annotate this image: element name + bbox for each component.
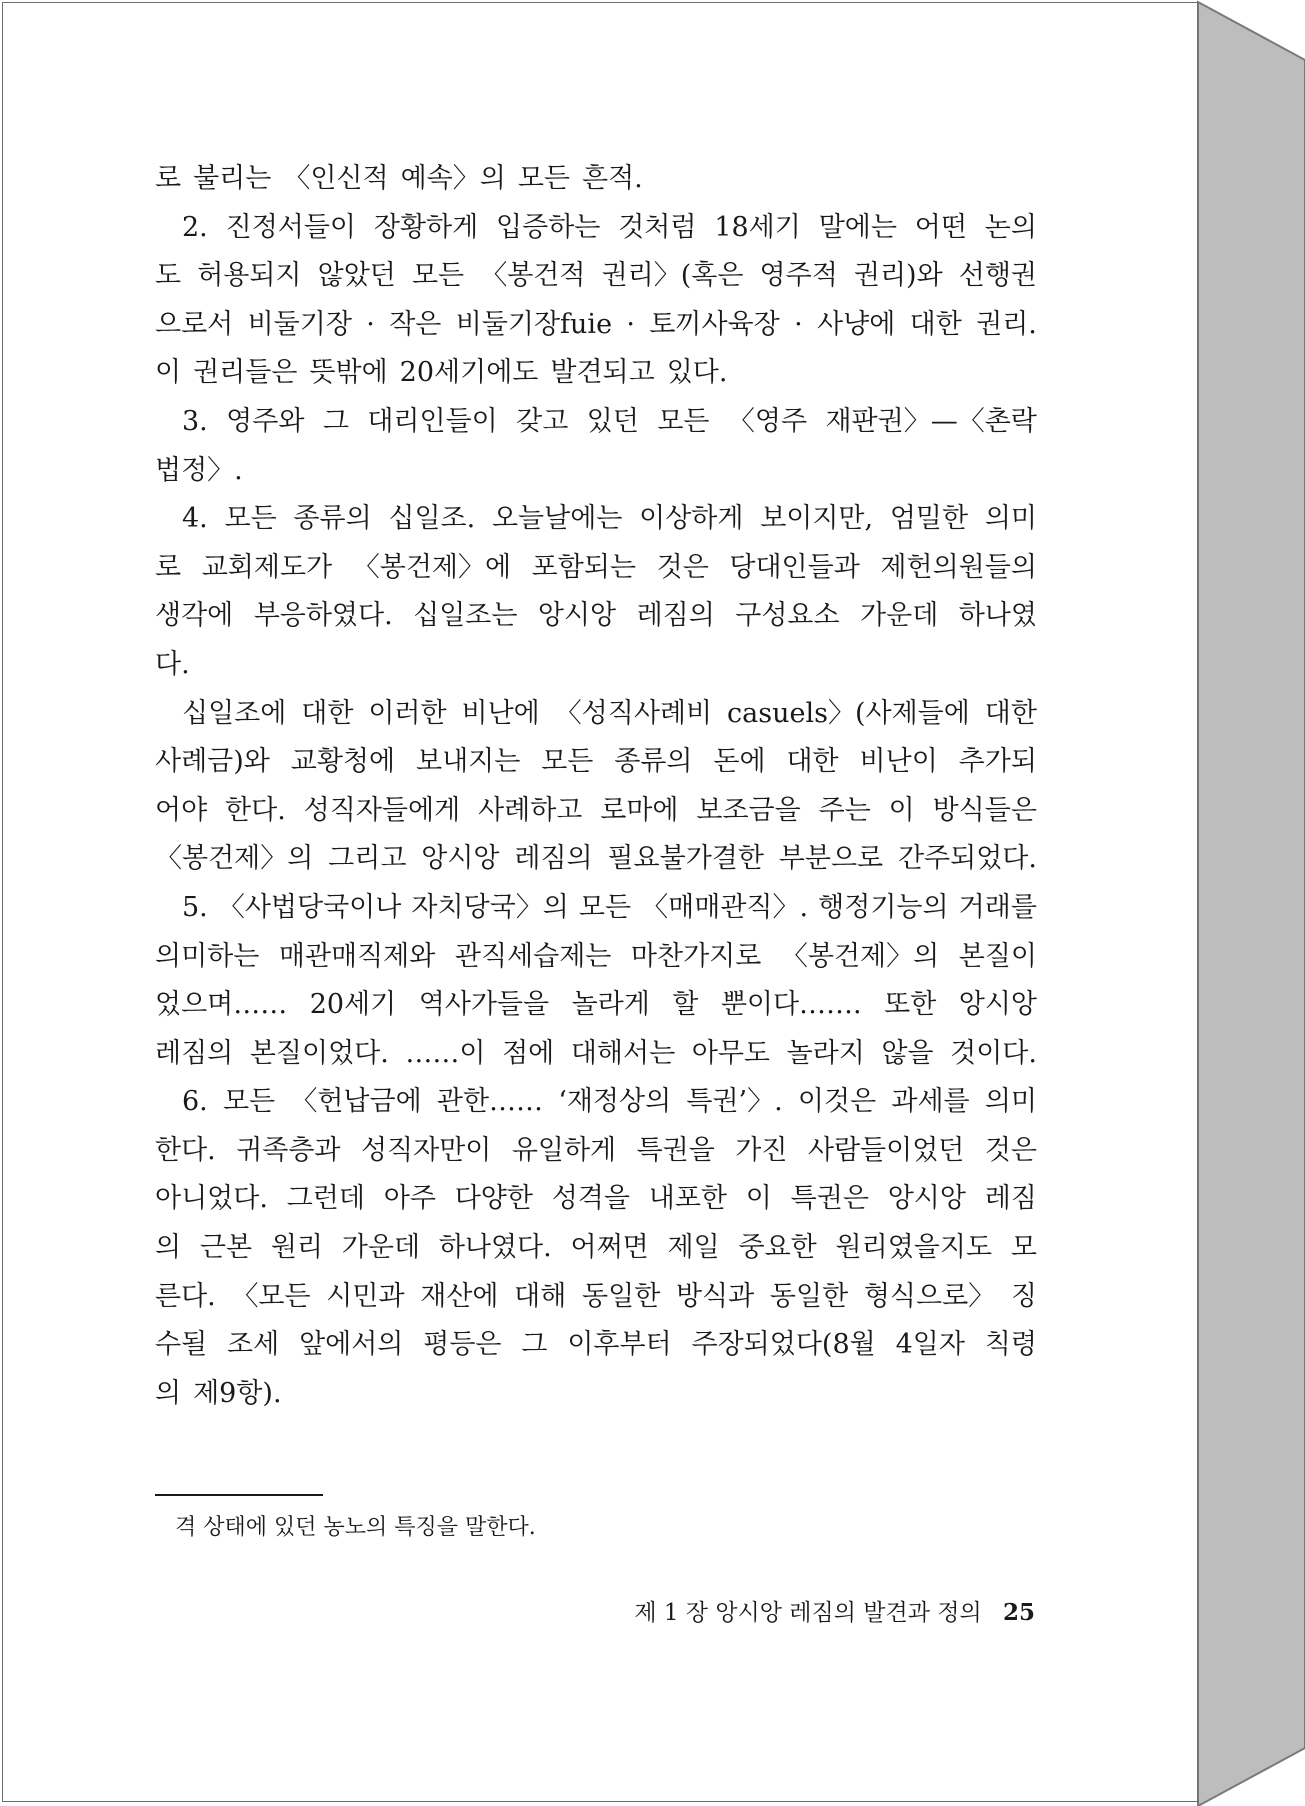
word: 모든 [578, 891, 632, 923]
word: 비둘기장 [247, 308, 352, 340]
word: 특권을 [636, 1134, 715, 1166]
word: 것처럼 [618, 211, 697, 243]
word: 징 [1010, 1280, 1037, 1312]
word: 종류의 [293, 503, 372, 535]
word: 거래를 [958, 891, 1037, 923]
word: 의미 [984, 503, 1037, 535]
word: 권리)와 [853, 260, 943, 292]
word: 놀라지 [786, 1037, 865, 1069]
word: 〈인신적 [283, 163, 389, 194]
text-line [155, 981, 1037, 1030]
text-line [155, 544, 1037, 593]
word: 성직자들에게 [303, 794, 461, 826]
word: 엄밀한 [889, 503, 969, 535]
text-line [155, 349, 1037, 398]
word: 영주와 [226, 405, 305, 437]
text-line [155, 301, 1037, 350]
word: 아주 [383, 1183, 436, 1215]
text-line [155, 1030, 1037, 1079]
word: 당대인들과 [729, 551, 860, 583]
word: 수될 [155, 1329, 208, 1361]
word: 제9항). [193, 1377, 282, 1409]
word: 제일 [667, 1232, 720, 1264]
word: 4. [182, 503, 208, 535]
word: 형식으로〉 [863, 1280, 996, 1312]
text-line [155, 252, 1037, 301]
word: 〈봉건제〉의 [155, 843, 314, 875]
word: 사냥에 [817, 308, 896, 340]
word: 비난에 [461, 697, 540, 729]
text-line [155, 933, 1037, 982]
word: 역사가들을 [418, 989, 550, 1021]
word: 다. [155, 648, 190, 680]
word: 대한 [301, 697, 354, 729]
word: 모든 [411, 260, 465, 292]
word: 원리 [270, 1232, 323, 1264]
word: 칙령 [984, 1329, 1037, 1361]
word: 것이다. [950, 1037, 1037, 1069]
word: ‘재정상의 [558, 1086, 672, 1118]
word: 방식들은 [932, 794, 1037, 826]
word: 뿐이다……. [720, 989, 862, 1021]
word: 그 [521, 1329, 548, 1361]
word: 〈영주 [727, 405, 808, 437]
word: 갖고 [516, 405, 569, 437]
word: 18세기 [714, 211, 801, 243]
word: 〈모든 [231, 1280, 311, 1312]
word: 부분으로 [778, 843, 884, 875]
word: 대리인들이 [367, 405, 498, 437]
word: 있던 [586, 405, 639, 437]
word: 관한…… [436, 1086, 544, 1118]
word: 자치당국〉의 [411, 891, 569, 923]
text-line [155, 1175, 1037, 1224]
word: 종류의 [614, 746, 693, 778]
word: 〈성직사례비 [554, 697, 713, 729]
word: 이 [155, 357, 182, 389]
word: 본질이 [958, 940, 1037, 972]
word: 입증하는 [496, 211, 601, 243]
word: 가진 [735, 1134, 788, 1166]
word: 않았던 [317, 260, 396, 292]
word: 중요한 [738, 1232, 817, 1264]
word: 아니었다. [155, 1183, 268, 1215]
word: · [366, 308, 375, 340]
text-line [155, 1321, 1037, 1370]
text-line [155, 592, 1037, 641]
word: 그런데 [286, 1183, 365, 1215]
word: 것은 [984, 1134, 1037, 1166]
word: 른다. [155, 1280, 216, 1312]
word: 로 [155, 551, 182, 583]
word: 마찬가지로 [630, 940, 762, 972]
word: 다양한 [454, 1183, 533, 1215]
word: 관직세습제는 [454, 940, 612, 972]
word: 과세를 [891, 1086, 970, 1118]
word: 앙시앙 [887, 1183, 966, 1215]
word: 영주적 [759, 260, 838, 292]
word: 십일조는 [413, 600, 518, 632]
word: 교황청에 [290, 746, 396, 778]
footnote-rule [155, 1494, 323, 1496]
word: 교회제도가 [201, 551, 333, 583]
word: 포함되는 [531, 551, 636, 583]
word: 허용되지 [197, 260, 302, 292]
word: 법정〉. [155, 454, 243, 486]
word: 모든 [541, 746, 594, 778]
word: 대한 [786, 746, 839, 778]
word: 사례금)와 [155, 746, 270, 778]
text-line [155, 1370, 1037, 1419]
word: 보내지는 [415, 746, 521, 778]
word: 의미하는 [155, 940, 260, 972]
word: 의 [155, 1232, 182, 1264]
text-line [155, 884, 1037, 933]
word: 조세 [227, 1329, 280, 1361]
word: 평등은 [423, 1329, 502, 1361]
word: 앙시앙 [421, 843, 500, 875]
word: ……이 [405, 1037, 486, 1069]
word: 주는 [818, 794, 871, 826]
word: 었으며…… [155, 989, 288, 1021]
word: casuels〉(사제들에 [727, 697, 970, 729]
word: 내포한 [648, 1183, 727, 1215]
word: 〈매매관직〉. [641, 891, 809, 923]
word: 사람들이었던 [807, 1134, 965, 1166]
word: 모 [1010, 1232, 1037, 1264]
word: 할 [672, 989, 699, 1021]
word: 행정기능의 [818, 891, 949, 923]
word: 〈사법당국이나 [217, 891, 402, 923]
word: 작은 [389, 308, 442, 340]
word: 특권’〉. [686, 1086, 783, 1118]
running-head: 제 1 장 앙시앙 레짐의 발견과 정의 [634, 1600, 982, 1626]
word: 그리고 [328, 843, 407, 875]
text-line [155, 738, 1037, 787]
word: 6. [182, 1086, 208, 1118]
word: 사례하고 [478, 794, 583, 826]
word: 레짐의 [514, 843, 593, 875]
word: 이것은 [797, 1086, 877, 1118]
word: 20세기 [309, 989, 397, 1021]
word: 십일조. [388, 503, 476, 535]
word: 주장되었다(8월 [691, 1329, 876, 1361]
text-line [155, 787, 1037, 836]
word: 근본 [199, 1232, 253, 1264]
word: 도 [155, 260, 182, 292]
word: 어야 [155, 794, 208, 826]
word: 5. [182, 891, 208, 923]
word: 의미 [984, 1086, 1037, 1118]
word: · [794, 308, 803, 340]
word: 대한 [984, 697, 1037, 729]
word: 모든 [517, 163, 571, 194]
word: 하나였다. [438, 1232, 552, 1264]
word: 어떤 [914, 211, 967, 243]
word: 앞에서의 [299, 1329, 404, 1361]
word: 구성요소 [735, 600, 840, 632]
word: 또한 [884, 989, 937, 1021]
word: 20세기에도 [399, 357, 539, 389]
word: 어쩌면 [570, 1232, 649, 1264]
word: 대한 [909, 308, 962, 340]
word: 이 [745, 1183, 772, 1215]
text-line [155, 447, 1037, 496]
word: 비난이 [859, 746, 938, 778]
word: 가운데 [341, 1232, 421, 1264]
word: 대해서는 [570, 1037, 676, 1069]
word: 앙시앙 [958, 989, 1037, 1021]
word: 가운데 [860, 600, 939, 632]
word: 성격을 [551, 1183, 630, 1215]
word: 이후부터 [567, 1329, 672, 1361]
page-number: 25 [1002, 1599, 1035, 1626]
word: 말에는 [818, 211, 897, 243]
word: 뜻밖에 [309, 357, 388, 389]
word: 권리. [976, 308, 1037, 340]
word: 의 [155, 1377, 182, 1409]
text-line [155, 690, 1037, 739]
word: 이러한 [368, 697, 447, 729]
word: 추가되 [958, 746, 1037, 778]
word: 특권은 [790, 1183, 869, 1215]
word: 재판권〉—〈촌락 [825, 405, 1037, 437]
word: 발견되고 [550, 357, 655, 389]
word: 로 [155, 163, 182, 194]
word: 아무도 [691, 1037, 770, 1069]
word: 모든 [657, 405, 710, 437]
word: 〈헌납금에 [290, 1086, 422, 1118]
word: 레짐 [984, 1183, 1037, 1215]
word: 으로서 [155, 308, 234, 340]
word: 선행권 [958, 260, 1037, 292]
word: · [626, 308, 635, 340]
word: 성직자만이 [360, 1134, 492, 1166]
text-line [155, 641, 1037, 690]
word: 본질이었다. [249, 1037, 389, 1069]
word: 흔적. [582, 163, 643, 194]
word: 동일한 [582, 1280, 661, 1312]
word: 이상하게 [639, 503, 744, 535]
word: 생각에 [155, 600, 234, 632]
text-line [155, 835, 1037, 884]
word: 비둘기장fuie [455, 308, 613, 340]
word: 간주되었다. [897, 843, 1037, 875]
word: 않을 [881, 1037, 934, 1069]
word: 한다. [155, 1134, 216, 1166]
word: 방식과 [675, 1280, 755, 1312]
word: 매관매직제와 [278, 940, 436, 972]
text-line [155, 1127, 1037, 1176]
word: 〈봉건제〉의 [780, 940, 940, 972]
word: 장황하게 [373, 211, 479, 243]
word: 오늘날에는 [491, 503, 623, 535]
word: 돈에 [713, 746, 766, 778]
text-line [155, 1078, 1037, 1127]
word: 권리〉(혹은 [601, 260, 744, 292]
text-line [155, 495, 1037, 544]
word: 예속〉의 [400, 163, 506, 194]
word: 모든 [222, 1086, 276, 1118]
word: 원리였을지도 [835, 1232, 993, 1264]
word: 재산에 [420, 1280, 499, 1312]
word: 것은 [656, 551, 709, 583]
word: 토끼사육장 [649, 308, 780, 340]
word: 있다. [666, 357, 728, 389]
word: 로마에 [600, 794, 679, 826]
word: 권리들은 [193, 357, 298, 389]
word: 앙시앙 [537, 600, 617, 632]
word: 시민과 [326, 1280, 405, 1312]
word: 〈봉건적 [480, 260, 586, 292]
text-line [155, 155, 1037, 204]
word: 한다. [225, 794, 286, 826]
word: 논의 [984, 211, 1037, 243]
word: 레짐의 [155, 1037, 234, 1069]
word: 부응하였다. [253, 600, 393, 632]
word: 하나였 [958, 600, 1037, 632]
word: 모든 [224, 503, 277, 535]
body-text [155, 155, 1037, 1418]
word: 동일한 [769, 1280, 849, 1312]
text-line [155, 1273, 1037, 1322]
running-footer [634, 1594, 1035, 1627]
word: 〈봉건제〉에 [352, 551, 512, 583]
text-line [155, 1224, 1037, 1273]
word: 3. [182, 405, 208, 437]
text-line [155, 398, 1037, 447]
word: 4일자 [895, 1329, 965, 1361]
word: 제헌의원들의 [880, 551, 1037, 583]
word: 레짐의 [636, 600, 715, 632]
word: 2. [182, 211, 208, 243]
word: 놀라게 [571, 989, 650, 1021]
word: 보조금을 [696, 794, 801, 826]
word: 불리는 [193, 163, 272, 194]
word: 진정서들이 [225, 211, 357, 243]
word: 필요불가결한 [607, 843, 764, 875]
word: 그 [322, 405, 349, 437]
word: 대해 [514, 1280, 567, 1312]
word: 유일하게 [511, 1134, 617, 1166]
word: 보이지만, [760, 503, 874, 535]
footnote: 격 상태에 있던 농노의 특징을 말한다. [175, 1515, 536, 1540]
word: 십일조에 [182, 697, 287, 729]
word: 점에 [502, 1037, 555, 1069]
word: 이 [888, 794, 915, 826]
text-line [155, 204, 1037, 253]
word: 귀족층과 [236, 1134, 341, 1166]
